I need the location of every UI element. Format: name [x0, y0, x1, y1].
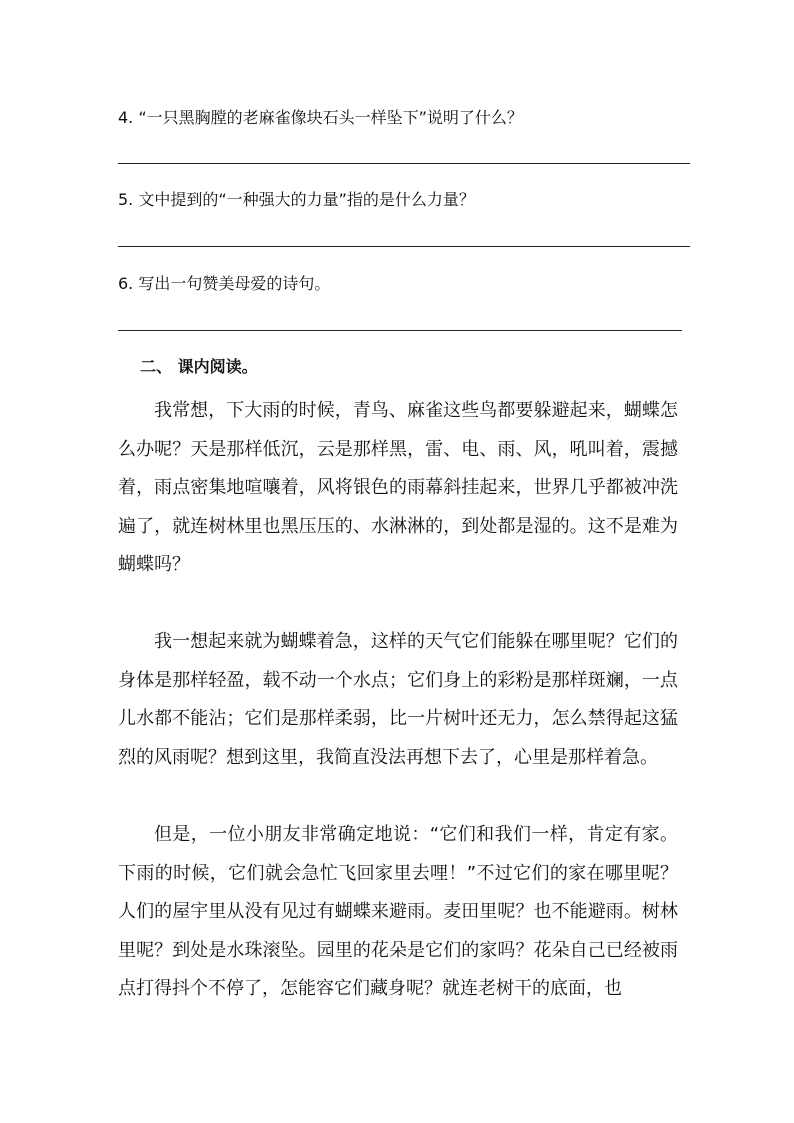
question-5: 5. 文中提到的“一种强大的力量”指的是什么力量？	[118, 190, 475, 209]
passage-paragraph-1: 我常想，下大雨的时候，青鸟、麻雀这些鸟都要躲避起来，蝴蝶怎么办呢？天是那样低沉，云是那样黑，雷、电、雨、风，吼叫着，震撼着，雨点密集地喧嚷着，风将银色的雨幕斜挂起来，世界几乎都被冲洗遍了，就连树林里也黑压压的、水淋淋的，到处都是湿的。这不是难为蝴蝶吗？	[118, 400, 678, 575]
section-heading-reading: 二、 课内阅读。	[140, 357, 258, 376]
passage-paragraph-2: 我一想起来就为蝴蝶着急，这样的天气它们能躲在哪里呢？它们的身体是那样轻盈，载不动一个水点；它们身上的彩粉是那样斑斓，一点儿水都不能沾；它们是那样柔弱，比一片树叶还无力，怎么禁得起这猛烈的风雨呢？想到这里，我简直没法再想下去了，心里是那样着急。	[118, 631, 678, 768]
answer-line-5[interactable]	[118, 246, 690, 247]
question-6: 6. 写出一句赞美母爱的诗句。	[118, 274, 331, 293]
answer-line-6[interactable]	[118, 330, 682, 331]
passage-paragraph-3: 但是，一位小朋友非常确定地说：“它们和我们一样，肯定有家。下雨的时候，它们就会急忙飞回家里去哩！”不过它们的家在哪里呢？人们的屋宇里从没有见过有蝴蝶来避雨。麦田里呢？也不能避雨。树林里呢？到处是水珠滚坠。园里的花朵是它们的家吗？花朵自己已经被雨点打得抖个不停了，怎能容它们藏身呢？就连老树干的底面，也	[118, 824, 678, 999]
answer-line-4[interactable]	[118, 163, 690, 164]
question-4: 4. “一只黑胸膛的老麻雀像块石头一样坠下”说明了什么？	[118, 108, 523, 127]
